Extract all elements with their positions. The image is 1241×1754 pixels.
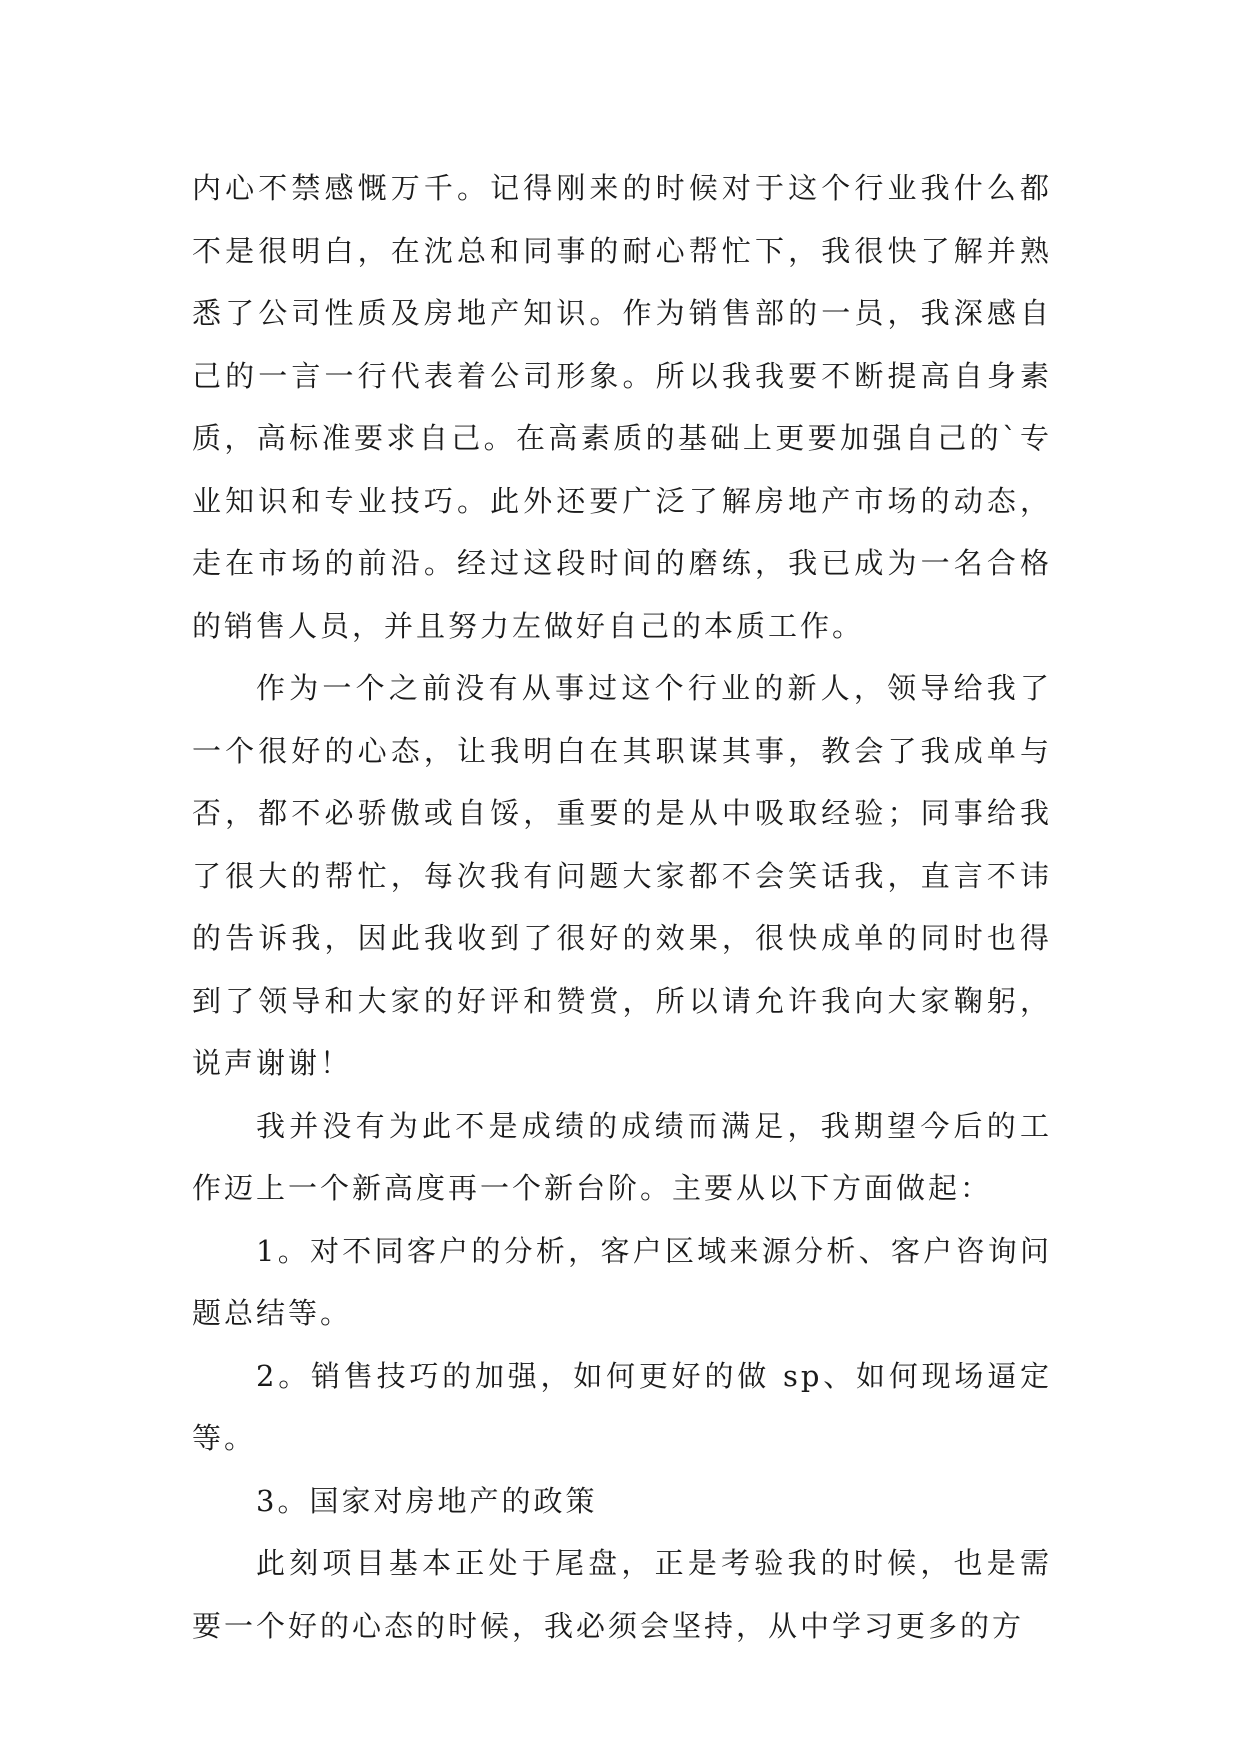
list-item-2: 2。销售技巧的加强，如何更好的做 sp、如何现场逼定等。 (192, 1358, 1052, 1455)
list-item-3: 3。国家对房地产的政策 (256, 1483, 598, 1518)
paragraph-2: 作为一个之前没有从事过这个行业的新人，领导给我了一个很好的心态，让我明白在其职谋其事，教会了我成单与否，都不必骄傲或自馁，重要的是从中吸取经验；同事给我了很大的帮忙，每次我有问题大家都不会笑话我，直言不讳的告诉我，因此我收到了很好的效果，很快成单的同时也得到了领导和大家的好评和赞赏，所以请允许我向大家鞠躬，说声谢谢！ (192, 671, 1052, 1080)
paragraph-1: 内心不禁感慨万千。记得刚来的时候对于这个行业我什么都不是很明白，在沈总和同事的耐心帮忙下，我很快了解并熟悉了公司性质及房地产知识。作为销售部的一员，我深感自己的一言一行代表着公司形象。所以我我要不断提高自身素质，高标准要求自己。在高素质的基础上更要加强自己的`专业知识和专业技巧。此外还要广泛了解房地产市场的动态，走在市场的前沿。经过这段时间的磨练，我已成为一名合格的销售人员，并且努力左做好自己的本质工作。 (192, 171, 1052, 643)
list-item-1: 1。对不同客户的分析，客户区域来源分析、客户咨询问题总结等。 (192, 1233, 1052, 1330)
paragraph-3: 我并没有为此不是成绩的成绩而满足，我期望今后的工作迈上一个新高度再一个新台阶。主要从以下方面做起： (192, 1108, 1052, 1205)
paragraph-4: 此刻项目基本正处于尾盘，正是考验我的时候，也是需要一个好的心态的时候，我必须会坚持，从中学习更多的方 (192, 1546, 1052, 1643)
document-body (192, 157, 1052, 1657)
